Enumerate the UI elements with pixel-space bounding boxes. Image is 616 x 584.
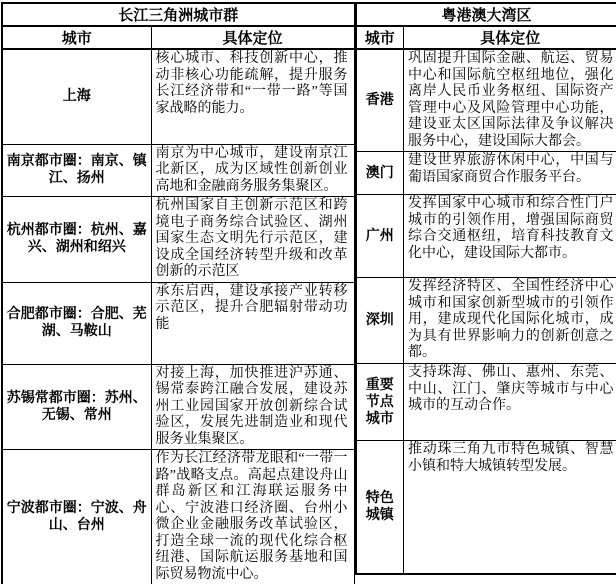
city-cell: 上海 — [2, 49, 151, 144]
city-cell: 杭州都市圈：杭州、嘉兴、湖州和绍兴 — [2, 197, 151, 283]
table-row — [356, 49, 616, 152]
left-city-column-header: 城市 — [2, 26, 151, 49]
table-row — [356, 441, 616, 574]
right-position-column-header: 具体定位 — [404, 26, 616, 49]
left-table-title: 长江三角洲城市群 — [2, 3, 354, 26]
table-row — [2, 3, 354, 26]
left-position-column-header: 具体定位 — [151, 26, 354, 49]
position-cell: 杭州国家自主创新示范区和跨境电子商务综合试验区、湖州国家生态文明先行示范区，建设成全国经济转型升级和改革创新的示范区 — [151, 197, 354, 283]
city-cell: 合肥都市圈：合肥、芜湖、马鞍山 — [2, 282, 151, 364]
city-cell: 深圳 — [356, 278, 404, 364]
position-cell: 巩固提升国际金融、航运、贸易中心和国际航空枢纽地位，强化离岸人民币业务枢纽、国际资产管理中心及风险管理中心功能，建设亚太区国际法律及争议解决服务中心，建设国际大都会。 — [404, 49, 616, 152]
position-cell: 核心城市、科技创新中心，推动非核心功能疏解，提升服务长江经济带和“一带一路”等国家战略的能力。 — [151, 49, 354, 144]
city-cluster-comparison-table — [1, 2, 616, 584]
city-cell: 香港 — [356, 49, 404, 152]
position-cell: 发挥经济特区、全国性经济中心城市和国家创新型城市的引领作用，建成现代化国际化城市，成为具有世界影响力的创新创意之都。 — [404, 278, 616, 364]
table-row — [356, 3, 616, 26]
city-cell: 澳门 — [356, 152, 404, 195]
table-row — [356, 364, 616, 441]
city-cell: 宁波都市圈：宁波、舟山、台州 — [2, 450, 151, 584]
table-row — [356, 195, 616, 278]
table-row — [2, 144, 354, 197]
position-cell: 南京为中心城市，建设南京江北新区，成为区域性创新创业高地和金融商务服务集聚区。 — [151, 144, 354, 197]
table-row — [2, 282, 354, 364]
city-cell: 特色城镇 — [356, 441, 404, 574]
table-row — [2, 26, 354, 49]
table-row — [2, 450, 354, 584]
position-cell: 承东启西，建设承接产业转移示范区，提升合肥辐射带动功能 — [151, 282, 354, 364]
city-cell: 南京都市圈：南京、镇江、扬州 — [2, 144, 151, 197]
position-cell: 推动珠三角九市特色城镇、智慧小镇和特大城镇转型发展。 — [404, 441, 616, 574]
position-cell: 发挥国家中心城市和综合性门户城市的引领作用，增强国际商贸综合交通枢纽，培育科技教育文化中心，建设国际大都市。 — [404, 195, 616, 278]
table-row — [2, 49, 354, 144]
greater-bay-area-table — [355, 2, 616, 575]
table-row — [356, 278, 616, 364]
position-cell: 对接上海，加快推进沪苏通、锡常泰跨江融合发展，建设苏州工业园国家开放创新综合试验区，发展先进制造业和现代服务业集聚区。 — [151, 364, 354, 450]
position-cell: 建设世界旅游休闲中心，中国与葡语国家商贸合作服务平台。 — [404, 152, 616, 195]
city-cell: 广州 — [356, 195, 404, 278]
position-cell: 作为长江经济带龙眼和“一带一路”战略支点。高起点建设舟山群岛新区和江海联运服务中心、宁波港口经济圈、台州小微企业金融服务改革试验区，打造全球一流的现代化综合枢纽港、国际航运服务基地和国际贸易物流中心。 — [151, 450, 354, 584]
right-table-title: 粤港澳大湾区 — [356, 3, 616, 26]
table-row — [356, 26, 616, 49]
city-cell: 重要节点城市 — [356, 364, 404, 441]
right-city-column-header: 城市 — [356, 26, 404, 49]
position-cell: 支持珠海、佛山、惠州、东莞、中山、江门、肇庆等城市与中心城市的互动合作。 — [404, 364, 616, 441]
table-row — [2, 197, 354, 283]
yangtze-delta-table — [1, 2, 355, 584]
city-cell: 苏锡常都市圈：苏州、无锡、常州 — [2, 364, 151, 450]
table-row — [2, 364, 354, 450]
table-row — [356, 152, 616, 195]
